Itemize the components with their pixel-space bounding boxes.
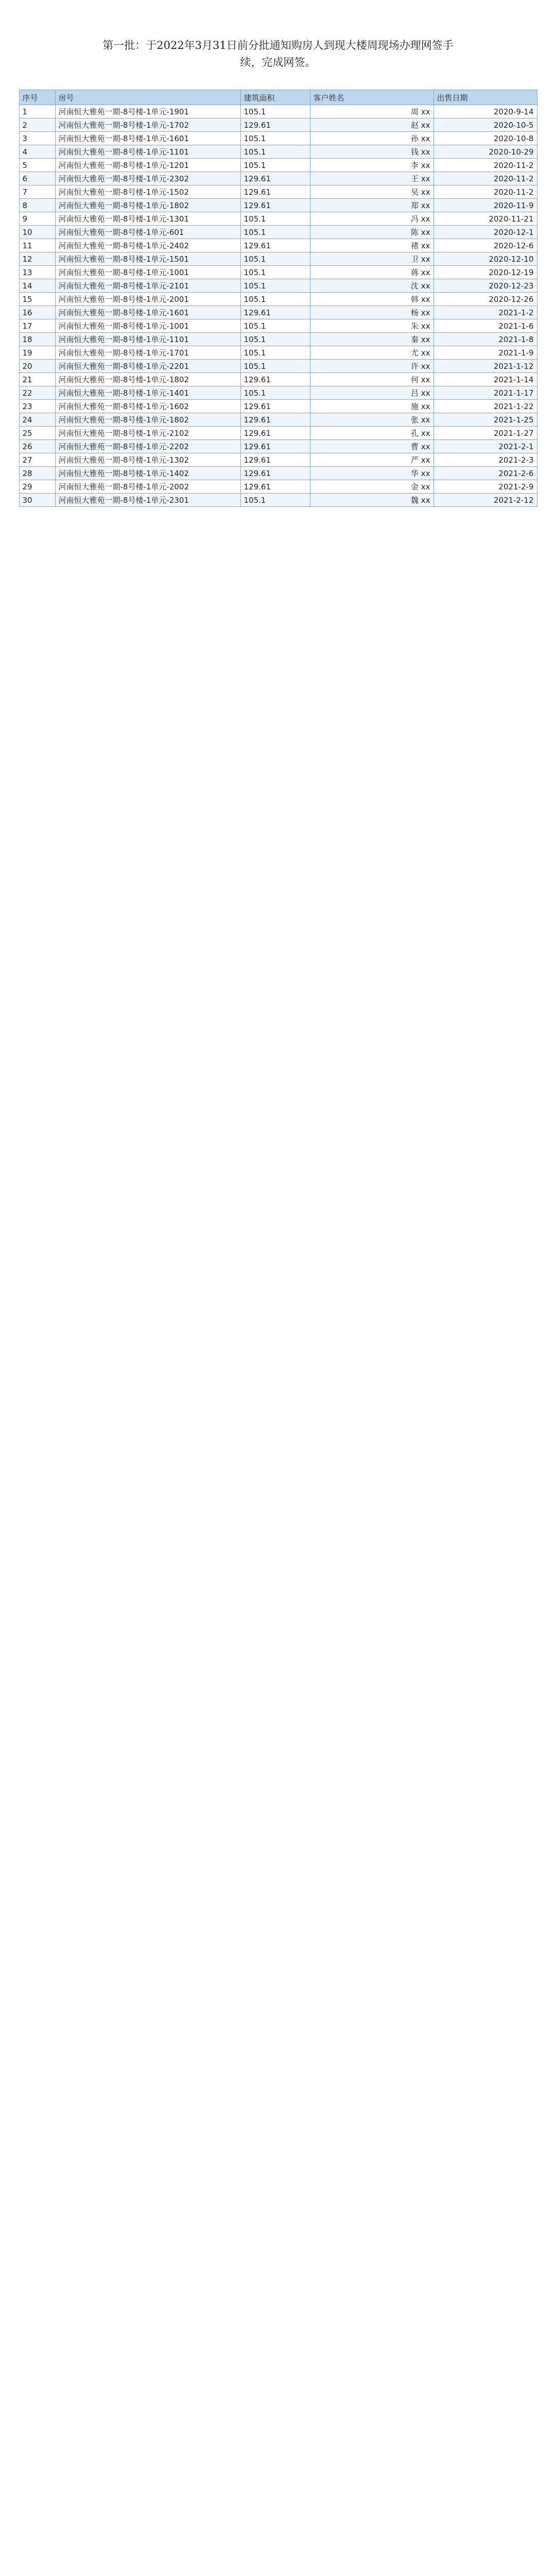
room-number: 河南恒大雅苑一期-8号楼-1单元-1502: [55, 185, 240, 199]
row-number: 30: [19, 494, 55, 507]
header-customer: 客户姓名: [310, 90, 433, 105]
sale-date: 2021-1-2: [433, 306, 537, 319]
room-number: 河南恒大雅苑一期-8号楼-1单元-1802: [55, 373, 240, 386]
sale-date: 2020-11-21: [433, 212, 537, 226]
customer-name: 褚 xx: [310, 239, 433, 252]
header-room: 房号: [55, 90, 240, 105]
floor-area: 129.61: [240, 172, 310, 185]
row-number: 14: [19, 279, 55, 293]
table-row: [19, 333, 537, 346]
floor-area: 105.1: [240, 132, 310, 145]
sale-date: 2021-1-27: [433, 427, 537, 440]
row-number: 26: [19, 440, 55, 453]
table-row: [19, 440, 537, 453]
sale-date: 2020-12-10: [433, 252, 537, 266]
floor-area: 105.1: [240, 212, 310, 226]
table-row: [19, 239, 537, 252]
floor-area: 105.1: [240, 105, 310, 118]
row-number: 11: [19, 239, 55, 252]
floor-area: 105.1: [240, 159, 310, 172]
row-number: 18: [19, 333, 55, 346]
customer-name: 沈 xx: [310, 279, 433, 293]
table-row: [19, 293, 537, 306]
sale-date: 2021-2-9: [433, 480, 537, 494]
table-row: [19, 480, 537, 494]
floor-area: 129.61: [240, 480, 310, 494]
room-number: 河南恒大雅苑一期-8号楼-1单元-2002: [55, 480, 240, 494]
header-no: 序号: [19, 90, 55, 105]
row-number: 27: [19, 453, 55, 467]
table-row: [19, 105, 537, 118]
row-number: 25: [19, 427, 55, 440]
sale-date: 2021-2-3: [433, 453, 537, 467]
floor-area: 105.1: [240, 279, 310, 293]
row-number: 19: [19, 346, 55, 360]
floor-area: 129.61: [240, 118, 310, 132]
sale-date: 2020-10-5: [433, 118, 537, 132]
room-number: 河南恒大雅苑一期-8号楼-1单元-1101: [55, 145, 240, 159]
floor-area: 105.1: [240, 319, 310, 333]
header-area: 建筑面积: [240, 90, 310, 105]
table-row: [19, 427, 537, 440]
customer-name: 何 xx: [310, 373, 433, 386]
row-number: 8: [19, 199, 55, 212]
room-number: 河南恒大雅苑一期-8号楼-1单元-2402: [55, 239, 240, 252]
table-row: [19, 212, 537, 226]
table-row: [19, 279, 537, 293]
room-number: 河南恒大雅苑一期-8号楼-1单元-1802: [55, 199, 240, 212]
row-number: 3: [19, 132, 55, 145]
floor-area: 129.61: [240, 400, 310, 413]
floor-area: 105.1: [240, 360, 310, 373]
sales-table: [19, 90, 537, 507]
floor-area: 129.61: [240, 413, 310, 427]
sale-date: 2021-2-1: [433, 440, 537, 453]
row-number: 6: [19, 172, 55, 185]
row-number: 21: [19, 373, 55, 386]
customer-name: 吴 xx: [310, 185, 433, 199]
room-number: 河南恒大雅苑一期-8号楼-1单元-1402: [55, 467, 240, 480]
sale-date: 2021-1-8: [433, 333, 537, 346]
customer-name: 赵 xx: [310, 118, 433, 132]
sale-date: 2020-12-19: [433, 266, 537, 279]
room-number: 河南恒大雅苑一期-8号楼-1单元-1802: [55, 413, 240, 427]
floor-area: 129.61: [240, 453, 310, 467]
room-number: 河南恒大雅苑一期-8号楼-1单元-1901: [55, 105, 240, 118]
row-number: 13: [19, 266, 55, 279]
header-date: 出售日期: [433, 90, 537, 105]
intro-notice: 第一批：于2022年3月31日前分批通知购房人到现大楼周现场办理网签手续，完成网签。: [102, 39, 454, 69]
room-number: 河南恒大雅苑一期-8号楼-1单元-1302: [55, 453, 240, 467]
sale-date: 2021-1-22: [433, 400, 537, 413]
customer-name: 冯 xx: [310, 212, 433, 226]
customer-name: 陈 xx: [310, 226, 433, 239]
customer-name: 杨 xx: [310, 306, 433, 319]
room-number: 河南恒大雅苑一期-8号楼-1单元-2101: [55, 279, 240, 293]
floor-area: 105.1: [240, 494, 310, 507]
customer-name: 尤 xx: [310, 346, 433, 360]
sale-date: 2021-1-14: [433, 373, 537, 386]
sale-date: 2020-11-2: [433, 159, 537, 172]
row-number: 23: [19, 400, 55, 413]
room-number: 河南恒大雅苑一期-8号楼-1单元-1301: [55, 212, 240, 226]
table-row: [19, 386, 537, 400]
row-number: 28: [19, 467, 55, 480]
customer-name: 华 xx: [310, 467, 433, 480]
sale-date: 2020-10-8: [433, 132, 537, 145]
sale-date: 2021-1-25: [433, 413, 537, 427]
customer-name: 许 xx: [310, 360, 433, 373]
floor-area: 129.61: [240, 306, 310, 319]
table-row: [19, 360, 537, 373]
floor-area: 129.61: [240, 440, 310, 453]
customer-name: 秦 xx: [310, 333, 433, 346]
room-number: 河南恒大雅苑一期-8号楼-1单元-2001: [55, 293, 240, 306]
customer-name: 韩 xx: [310, 293, 433, 306]
room-number: 河南恒大雅苑一期-8号楼-1单元-2301: [55, 494, 240, 507]
customer-name: 蒋 xx: [310, 266, 433, 279]
row-number: 1: [19, 105, 55, 118]
sale-date: 2020-11-2: [433, 172, 537, 185]
sale-date: 2020-12-26: [433, 293, 537, 306]
row-number: 10: [19, 226, 55, 239]
room-number: 河南恒大雅苑一期-8号楼-1单元-1601: [55, 306, 240, 319]
room-number: 河南恒大雅苑一期-8号楼-1单元-2201: [55, 360, 240, 373]
floor-area: 105.1: [240, 333, 310, 346]
row-number: 15: [19, 293, 55, 306]
table-row: [19, 172, 537, 185]
sale-date: 2020-11-2: [433, 185, 537, 199]
row-number: 2: [19, 118, 55, 132]
floor-area: 129.61: [240, 427, 310, 440]
customer-name: 曹 xx: [310, 440, 433, 453]
room-number: 河南恒大雅苑一期-8号楼-1单元-1702: [55, 118, 240, 132]
row-number: 7: [19, 185, 55, 199]
row-number: 24: [19, 413, 55, 427]
floor-area: 105.1: [240, 252, 310, 266]
customer-name: 卫 xx: [310, 252, 433, 266]
floor-area: 105.1: [240, 266, 310, 279]
floor-area: 105.1: [240, 145, 310, 159]
table-body: [19, 105, 537, 507]
table-row: [19, 467, 537, 480]
table-row: [19, 319, 537, 333]
room-number: 河南恒大雅苑一期-8号楼-1单元-601: [55, 226, 240, 239]
row-number: 9: [19, 212, 55, 226]
sale-date: 2021-1-9: [433, 346, 537, 360]
customer-name: 周 xx: [310, 105, 433, 118]
customer-name: 王 xx: [310, 172, 433, 185]
room-number: 河南恒大雅苑一期-8号楼-1单元-1201: [55, 159, 240, 172]
customer-name: 吕 xx: [310, 386, 433, 400]
sale-date: 2021-2-6: [433, 467, 537, 480]
customer-name: 郑 xx: [310, 199, 433, 212]
room-number: 河南恒大雅苑一期-8号楼-1单元-2102: [55, 427, 240, 440]
floor-area: 129.61: [240, 467, 310, 480]
customer-name: 钱 xx: [310, 145, 433, 159]
sale-date: 2020-12-6: [433, 239, 537, 252]
row-number: 5: [19, 159, 55, 172]
room-number: 河南恒大雅苑一期-8号楼-1单元-1001: [55, 319, 240, 333]
room-number: 河南恒大雅苑一期-8号楼-1单元-2202: [55, 440, 240, 453]
table-row: [19, 226, 537, 239]
room-number: 河南恒大雅苑一期-8号楼-1单元-1101: [55, 333, 240, 346]
table-row: [19, 373, 537, 386]
sale-date: 2020-12-1: [433, 226, 537, 239]
row-number: 12: [19, 252, 55, 266]
room-number: 河南恒大雅苑一期-8号楼-1单元-1602: [55, 400, 240, 413]
sale-date: 2021-1-17: [433, 386, 537, 400]
floor-area: 105.1: [240, 346, 310, 360]
sale-date: 2021-1-12: [433, 360, 537, 373]
table-row: [19, 159, 537, 172]
room-number: 河南恒大雅苑一期-8号楼-1单元-1501: [55, 252, 240, 266]
floor-area: 105.1: [240, 226, 310, 239]
table-row: [19, 494, 537, 507]
customer-name: 施 xx: [310, 400, 433, 413]
room-number: 河南恒大雅苑一期-8号楼-1单元-1601: [55, 132, 240, 145]
table-row: [19, 145, 537, 159]
row-number: 22: [19, 386, 55, 400]
customer-name: 魏 xx: [310, 494, 433, 507]
customer-name: 李 xx: [310, 159, 433, 172]
customer-name: 孔 xx: [310, 427, 433, 440]
table-row: [19, 118, 537, 132]
sale-date: 2020-10-29: [433, 145, 537, 159]
table-row: [19, 413, 537, 427]
table-row: [19, 306, 537, 319]
floor-area: 105.1: [240, 386, 310, 400]
floor-area: 129.61: [240, 185, 310, 199]
table-row: [19, 453, 537, 467]
table-row: [19, 252, 537, 266]
row-number: 29: [19, 480, 55, 494]
sale-date: 2021-1-6: [433, 319, 537, 333]
table-row: [19, 185, 537, 199]
table-header-row: [19, 90, 537, 105]
floor-area: 129.61: [240, 199, 310, 212]
customer-name: 金 xx: [310, 480, 433, 494]
room-number: 河南恒大雅苑一期-8号楼-1单元-1701: [55, 346, 240, 360]
table-row: [19, 266, 537, 279]
floor-area: 129.61: [240, 239, 310, 252]
sale-date: 2021-2-12: [433, 494, 537, 507]
room-number: 河南恒大雅苑一期-8号楼-1单元-2302: [55, 172, 240, 185]
table-row: [19, 346, 537, 360]
room-number: 河南恒大雅苑一期-8号楼-1单元-1401: [55, 386, 240, 400]
row-number: 20: [19, 360, 55, 373]
row-number: 17: [19, 319, 55, 333]
sale-date: 2020-11-9: [433, 199, 537, 212]
table-row: [19, 132, 537, 145]
table-row: [19, 400, 537, 413]
row-number: 16: [19, 306, 55, 319]
customer-name: 孙 xx: [310, 132, 433, 145]
customer-name: 严 xx: [310, 453, 433, 467]
floor-area: 129.61: [240, 373, 310, 386]
table-row: [19, 199, 537, 212]
row-number: 4: [19, 145, 55, 159]
customer-name: 朱 xx: [310, 319, 433, 333]
sale-date: 2020-9-14: [433, 105, 537, 118]
sale-date: 2020-12-23: [433, 279, 537, 293]
floor-area: 105.1: [240, 293, 310, 306]
room-number: 河南恒大雅苑一期-8号楼-1单元-1001: [55, 266, 240, 279]
customer-name: 张 xx: [310, 413, 433, 427]
